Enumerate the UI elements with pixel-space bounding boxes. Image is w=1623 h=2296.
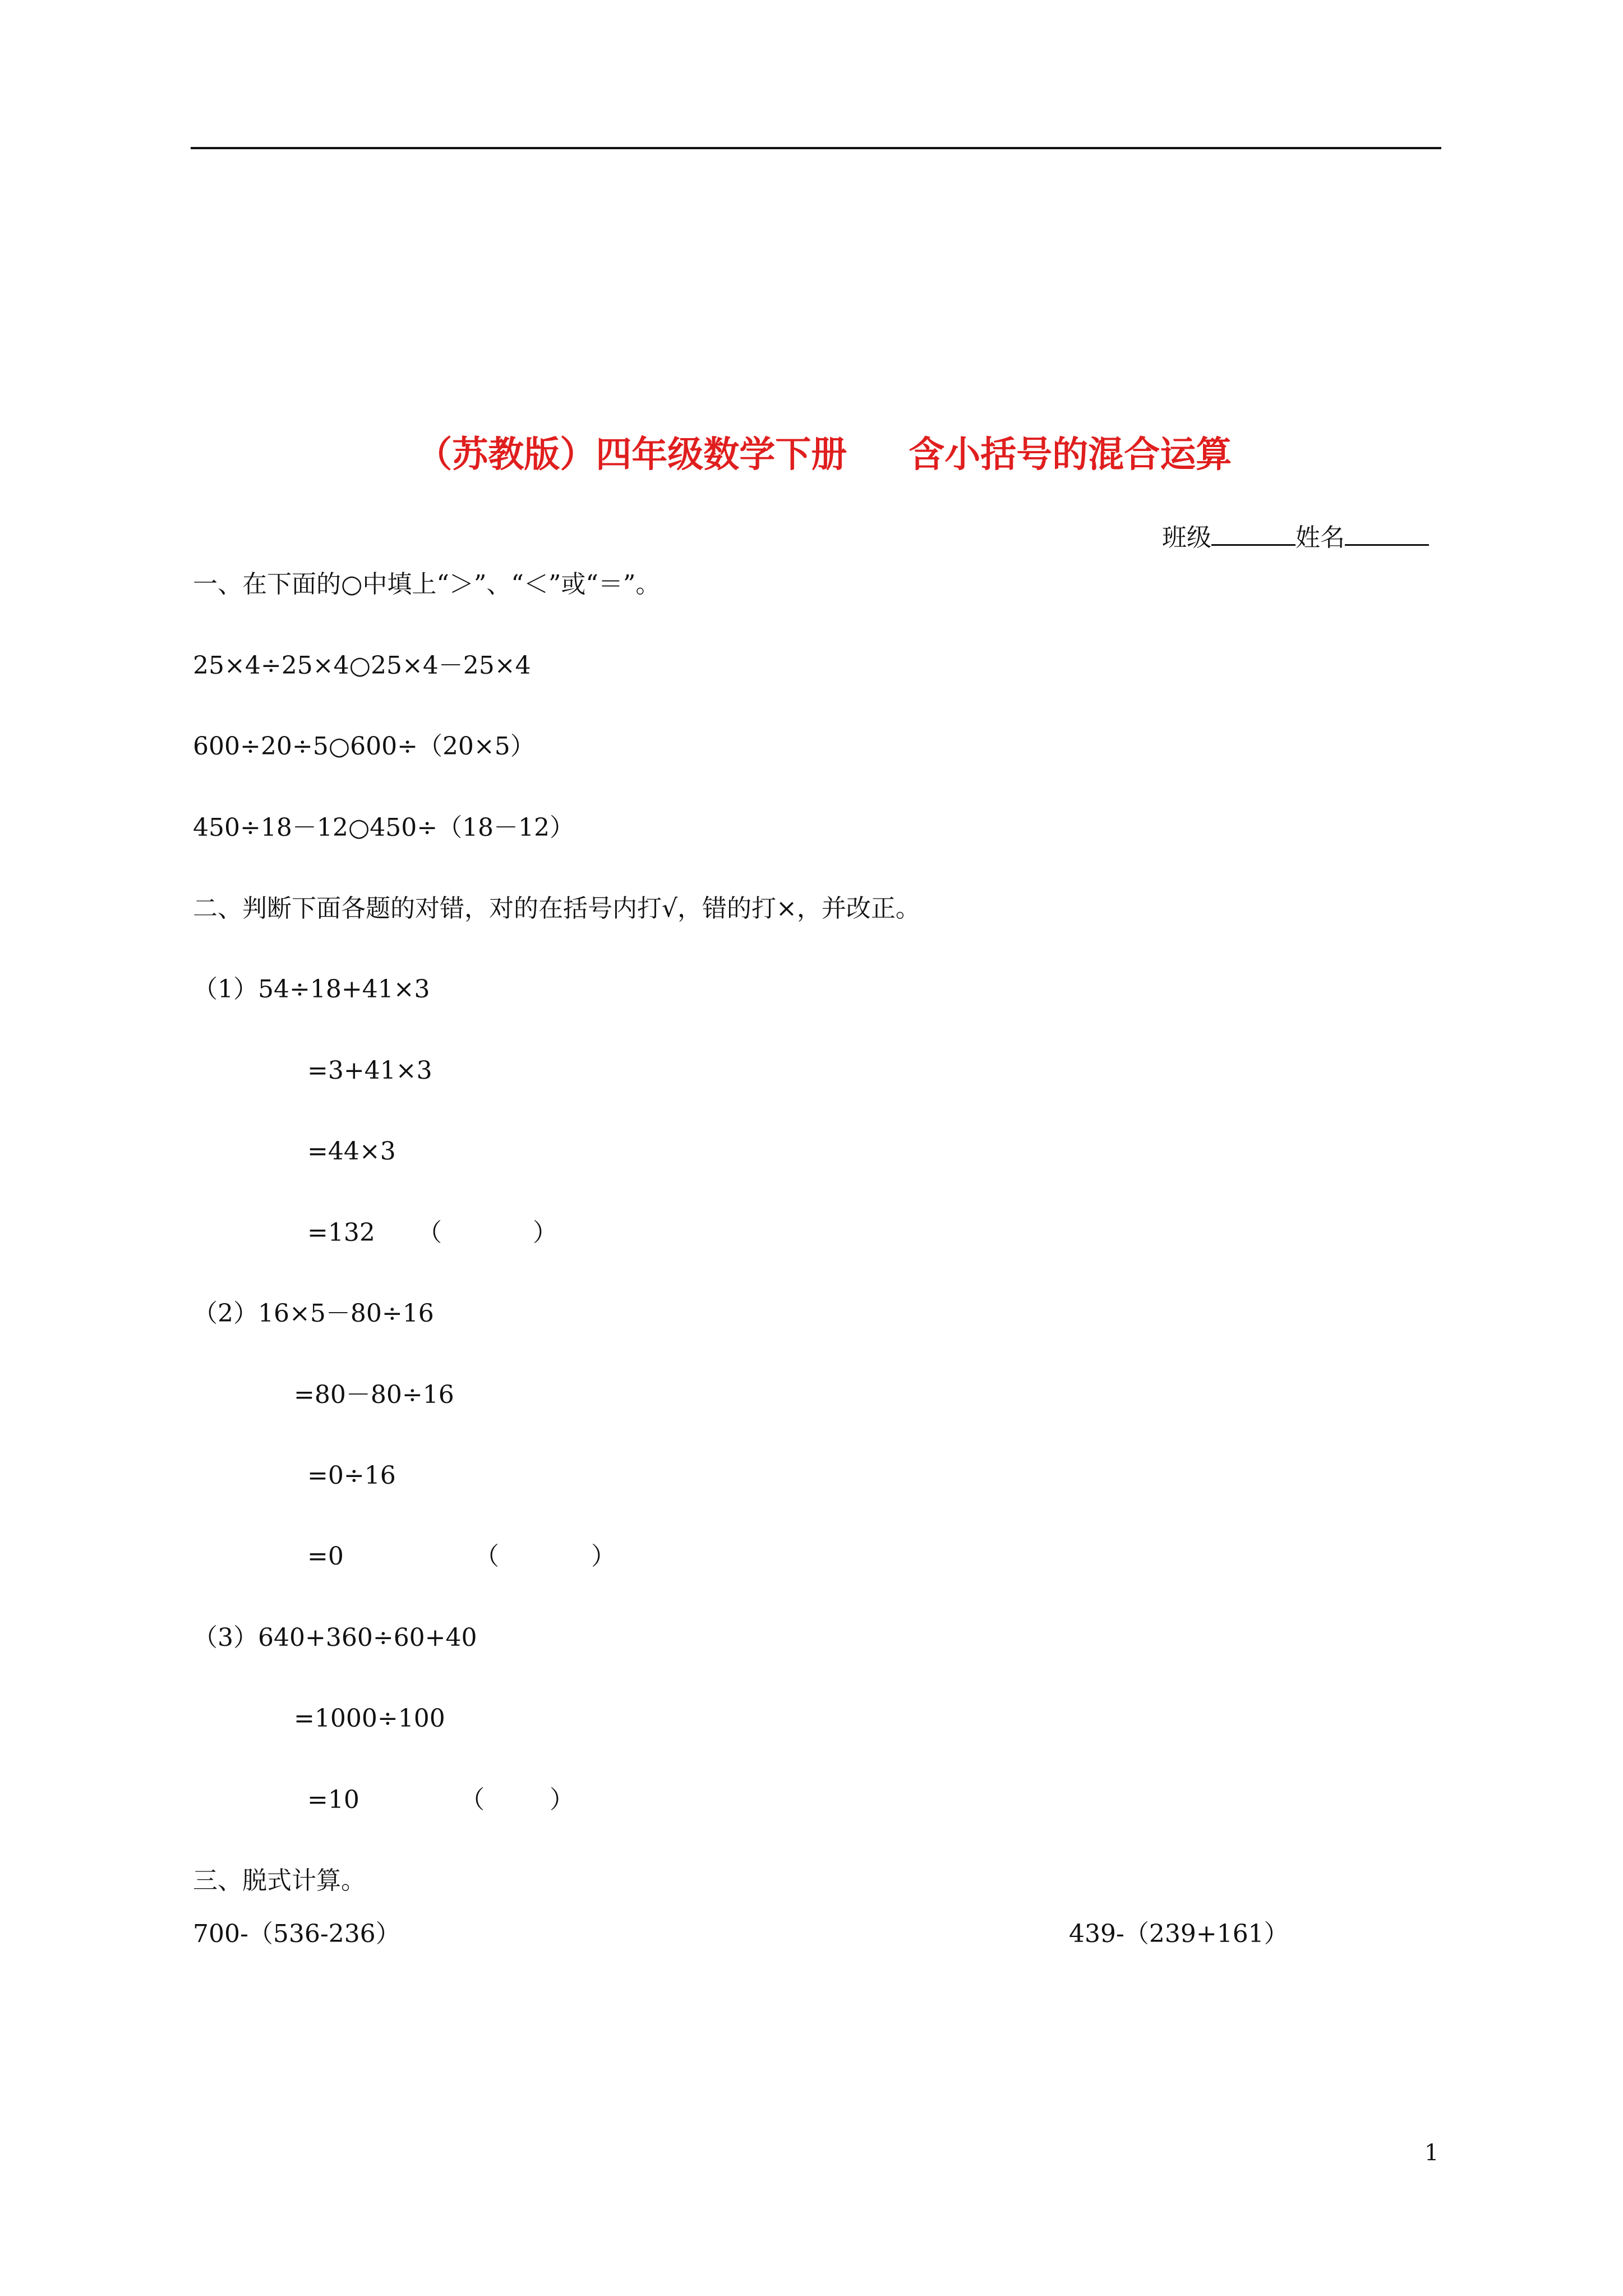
title-part-1: （苏教版）四年级数学下册 bbox=[416, 434, 847, 476]
q3-open-paren: （ bbox=[460, 1786, 485, 1814]
q3-step-2: =10 bbox=[307, 1786, 359, 1814]
section-1-item-3: 450÷18－12○450÷（18－12） bbox=[193, 813, 575, 842]
header-rule bbox=[191, 147, 1441, 149]
q2-step-3: =0 bbox=[307, 1542, 344, 1571]
section-3-problem-right: 439-（239+161） bbox=[1069, 1920, 1289, 1948]
q2-step-2: =0÷16 bbox=[307, 1461, 396, 1490]
name-blank bbox=[1345, 519, 1429, 546]
title-part-2: 含小括号的混合运算 bbox=[909, 434, 1232, 476]
section-1-item-1: 25×4÷25×4○25×4－25×4 bbox=[193, 651, 531, 680]
document-title bbox=[0, 379, 1623, 480]
q1-step-2: =44×3 bbox=[307, 1137, 396, 1166]
class-label: 班级 bbox=[1161, 523, 1211, 552]
q2-expression: （2）16×5－80÷16 bbox=[193, 1299, 434, 1328]
q2-open-paren: （ bbox=[474, 1542, 499, 1571]
section-3-heading: 三、脱式计算。 bbox=[193, 1866, 366, 1895]
section-1-item-2: 600÷20÷5○600÷（20×5） bbox=[193, 732, 535, 761]
class-blank bbox=[1211, 519, 1295, 546]
name-label: 姓名 bbox=[1295, 523, 1345, 552]
q3-step-1: =1000÷100 bbox=[294, 1704, 445, 1733]
q1-step-3: =132 bbox=[307, 1218, 375, 1247]
section-2-heading: 二、判断下面各题的对错，对的在括号内打√，错的打×，并改正。 bbox=[193, 894, 920, 923]
page-number: 1 bbox=[1424, 2140, 1439, 2166]
q1-open-paren: （ bbox=[417, 1218, 442, 1247]
q3-expression: （3）640+360÷60+40 bbox=[193, 1623, 477, 1652]
class-name-field bbox=[1146, 486, 1429, 555]
q1-close-paren: ） bbox=[533, 1218, 557, 1247]
q2-close-paren: ） bbox=[591, 1542, 616, 1571]
q2-step-1: =80－80÷16 bbox=[294, 1381, 454, 1409]
q1-step-1: =3+41×3 bbox=[307, 1056, 432, 1085]
section-3-problem-left: 700-（536-236） bbox=[193, 1920, 400, 1948]
section-1-heading: 一、在下面的○中填上“＞”、“＜”或“＝”。 bbox=[193, 570, 661, 599]
q3-close-paren: ） bbox=[550, 1786, 574, 1814]
q1-expression: （1）54÷18+41×3 bbox=[193, 975, 430, 1004]
